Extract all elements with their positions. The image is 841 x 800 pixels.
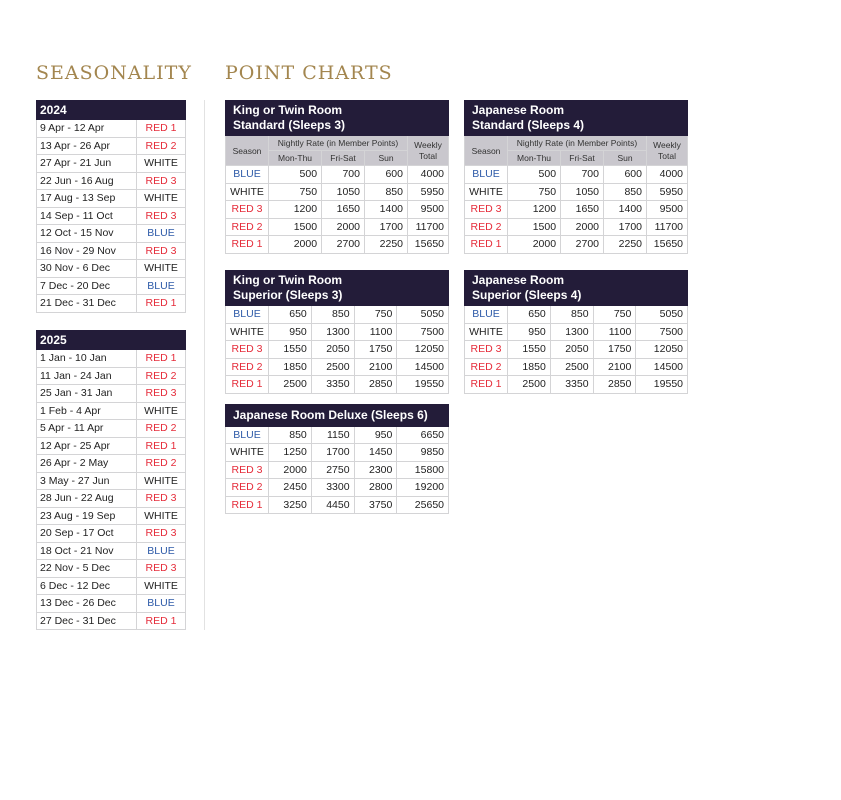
points-value: 2500 xyxy=(311,358,354,376)
table-row xyxy=(226,496,449,514)
table-row xyxy=(465,376,688,394)
point-chart-table xyxy=(464,100,688,254)
points-value: 14500 xyxy=(636,358,688,376)
table-row xyxy=(37,277,186,295)
points-value: 850 xyxy=(604,183,647,201)
season-label: RED 1 xyxy=(137,350,186,368)
points-value: 1850 xyxy=(508,358,551,376)
season-label: RED 3 xyxy=(137,385,186,403)
table-row xyxy=(465,201,688,219)
points-value: 2800 xyxy=(354,479,397,497)
fri-sat-header: Fri-Sat xyxy=(561,151,604,166)
points-value: 1750 xyxy=(593,341,636,359)
points-value: 2000 xyxy=(508,236,561,254)
table-row xyxy=(37,367,186,385)
points-value: 850 xyxy=(550,306,593,324)
date-range: 25 Jan - 31 Jan xyxy=(37,385,137,403)
date-range: 13 Dec - 26 Dec xyxy=(37,595,137,613)
points-value: 1150 xyxy=(311,426,354,444)
weekly-total-header: Weekly Total xyxy=(647,136,688,166)
date-range: 21 Dec - 31 Dec xyxy=(37,295,137,313)
season-label: RED 2 xyxy=(137,137,186,155)
room-title-line2: Standard (Sleeps 4) xyxy=(472,118,585,132)
room-title xyxy=(465,101,688,136)
year-header: 2025 xyxy=(37,331,186,350)
points-value: 1550 xyxy=(269,341,312,359)
points-value: 15650 xyxy=(408,236,449,254)
date-range: 11 Jan - 24 Jan xyxy=(37,367,137,385)
date-range: 27 Dec - 31 Dec xyxy=(37,612,137,630)
table-row xyxy=(37,242,186,260)
point-chart-table xyxy=(464,270,688,394)
season-label: RED 3 xyxy=(137,490,186,508)
points-value: 2050 xyxy=(311,341,354,359)
points-value: 4450 xyxy=(311,496,354,514)
points-value: 2500 xyxy=(508,376,551,394)
table-row xyxy=(37,507,186,525)
points-value: 2250 xyxy=(604,236,647,254)
room-title-line1: Japanese Room xyxy=(472,103,565,117)
points-value: 1100 xyxy=(593,323,636,341)
table-row xyxy=(226,236,449,254)
season-label: BLUE xyxy=(137,277,186,295)
points-value: 1700 xyxy=(604,218,647,236)
points-value: 2050 xyxy=(550,341,593,359)
points-value: 9500 xyxy=(408,201,449,219)
room-title-line2: Superior (Sleeps 4) xyxy=(472,288,582,302)
date-range: 26 Apr - 2 May xyxy=(37,455,137,473)
season-label: RED 2 xyxy=(226,479,269,497)
room-title xyxy=(226,405,449,427)
table-row xyxy=(37,350,186,368)
points-value: 3350 xyxy=(550,376,593,394)
room-title-line2: Standard (Sleeps 3) xyxy=(233,118,346,132)
room-title-line2: Superior (Sleeps 3) xyxy=(233,288,343,302)
sun-header: Sun xyxy=(604,151,647,166)
point-chart-table xyxy=(225,100,449,254)
table-row xyxy=(465,183,688,201)
table-row xyxy=(37,472,186,490)
season-label: RED 2 xyxy=(226,218,269,236)
date-range: 7 Dec - 20 Dec xyxy=(37,277,137,295)
table-row xyxy=(465,218,688,236)
date-range: 3 May - 27 Jun xyxy=(37,472,137,490)
table-row xyxy=(226,166,449,184)
season-label: WHITE xyxy=(465,183,508,201)
points-value: 2000 xyxy=(269,461,312,479)
table-row xyxy=(37,155,186,173)
season-label: WHITE xyxy=(137,190,186,208)
points-value: 850 xyxy=(365,183,408,201)
table-row xyxy=(37,137,186,155)
season-label: RED 1 xyxy=(465,236,508,254)
season-label: BLUE xyxy=(226,426,269,444)
points-value: 1750 xyxy=(354,341,397,359)
room-title-line1: King or Twin Room xyxy=(233,273,343,287)
date-range: 6 Dec - 12 Dec xyxy=(37,577,137,595)
season-label: RED 3 xyxy=(465,341,508,359)
season-label: WHITE xyxy=(137,402,186,420)
points-value: 3250 xyxy=(269,496,312,514)
table-row xyxy=(226,426,449,444)
date-range: 30 Nov - 6 Dec xyxy=(37,260,137,278)
season-column-header: Season xyxy=(465,136,508,166)
date-range: 17 Aug - 13 Sep xyxy=(37,190,137,208)
date-range: 12 Apr - 25 Apr xyxy=(37,437,137,455)
points-value: 2500 xyxy=(269,376,312,394)
table-row xyxy=(465,323,688,341)
points-value: 2700 xyxy=(322,236,365,254)
table-row xyxy=(37,525,186,543)
date-range: 22 Jun - 16 Aug xyxy=(37,172,137,190)
season-label: BLUE xyxy=(137,542,186,560)
points-value: 1850 xyxy=(269,358,312,376)
season-label: RED 1 xyxy=(137,612,186,630)
season-label: WHITE xyxy=(226,323,269,341)
points-value: 2450 xyxy=(269,479,312,497)
date-range: 23 Aug - 19 Sep xyxy=(37,507,137,525)
season-label: RED 2 xyxy=(226,358,269,376)
seasonality-heading: SEASONALITY xyxy=(36,62,192,84)
date-range: 1 Jan - 10 Jan xyxy=(37,350,137,368)
date-range: 5 Apr - 11 Apr xyxy=(37,420,137,438)
points-value: 2000 xyxy=(322,218,365,236)
season-label: RED 3 xyxy=(226,341,269,359)
points-value: 3750 xyxy=(354,496,397,514)
table-row xyxy=(226,201,449,219)
table-row xyxy=(37,595,186,613)
points-value: 750 xyxy=(593,306,636,324)
points-value: 1550 xyxy=(508,341,551,359)
table-row xyxy=(226,341,449,359)
table-row xyxy=(37,560,186,578)
point-chart-table xyxy=(225,404,449,514)
points-value: 9850 xyxy=(397,444,449,462)
table-row xyxy=(226,306,449,324)
mon-thu-header: Mon-Thu xyxy=(269,151,322,166)
points-value: 2850 xyxy=(354,376,397,394)
points-value: 11700 xyxy=(408,218,449,236)
date-range: 18 Oct - 21 Nov xyxy=(37,542,137,560)
season-label: RED 1 xyxy=(226,236,269,254)
table-row xyxy=(465,358,688,376)
seasonality-table-2024 xyxy=(36,100,186,313)
table-row xyxy=(465,341,688,359)
date-range: 27 Apr - 21 Jun xyxy=(37,155,137,173)
points-value: 650 xyxy=(269,306,312,324)
season-label: RED 1 xyxy=(226,376,269,394)
points-value: 19550 xyxy=(636,376,688,394)
room-title-line1: Japanese Room Deluxe (Sleeps 6) xyxy=(233,407,428,422)
points-value: 750 xyxy=(269,183,322,201)
points-value: 1500 xyxy=(269,218,322,236)
points-value: 7500 xyxy=(636,323,688,341)
points-value: 600 xyxy=(604,166,647,184)
table-row xyxy=(226,323,449,341)
points-value: 15800 xyxy=(397,461,449,479)
points-value: 950 xyxy=(269,323,312,341)
season-label: WHITE xyxy=(226,444,269,462)
nightly-rate-header: Nightly Rate (in Member Points) xyxy=(508,136,647,151)
point-charts-heading: POINT CHARTS xyxy=(225,62,393,84)
season-label: RED 2 xyxy=(137,420,186,438)
table-row xyxy=(37,612,186,630)
points-value: 1450 xyxy=(354,444,397,462)
season-label: RED 3 xyxy=(137,560,186,578)
points-value: 5950 xyxy=(408,183,449,201)
points-value: 1700 xyxy=(311,444,354,462)
season-label: RED 3 xyxy=(137,525,186,543)
season-label: WHITE xyxy=(137,472,186,490)
table-row xyxy=(37,490,186,508)
points-value: 650 xyxy=(508,306,551,324)
points-value: 9500 xyxy=(647,201,688,219)
table-row xyxy=(226,479,449,497)
date-range: 14 Sep - 11 Oct xyxy=(37,207,137,225)
points-value: 1650 xyxy=(322,201,365,219)
table-row xyxy=(226,376,449,394)
points-value: 1250 xyxy=(269,444,312,462)
table-row xyxy=(37,260,186,278)
date-range: 20 Sep - 17 Oct xyxy=(37,525,137,543)
table-row xyxy=(37,385,186,403)
points-value: 1650 xyxy=(561,201,604,219)
season-label: RED 1 xyxy=(137,120,186,138)
season-label: WHITE xyxy=(137,507,186,525)
season-label: RED 3 xyxy=(226,461,269,479)
room-title xyxy=(465,271,688,306)
points-value: 600 xyxy=(365,166,408,184)
points-value: 1200 xyxy=(269,201,322,219)
points-value: 2100 xyxy=(354,358,397,376)
table-row xyxy=(465,306,688,324)
points-value: 1300 xyxy=(550,323,593,341)
points-value: 1300 xyxy=(311,323,354,341)
room-title-line1: King or Twin Room xyxy=(233,103,343,117)
column-divider xyxy=(204,100,205,630)
date-range: 9 Apr - 12 Apr xyxy=(37,120,137,138)
points-value: 5950 xyxy=(647,183,688,201)
season-label: RED 2 xyxy=(465,218,508,236)
table-row xyxy=(226,183,449,201)
season-label: WHITE xyxy=(137,577,186,595)
points-value: 750 xyxy=(508,183,561,201)
season-label: BLUE xyxy=(137,225,186,243)
season-label: WHITE xyxy=(137,260,186,278)
season-label: RED 2 xyxy=(137,455,186,473)
season-column-header: Season xyxy=(226,136,269,166)
points-value: 1200 xyxy=(508,201,561,219)
points-value: 700 xyxy=(561,166,604,184)
points-value: 3350 xyxy=(311,376,354,394)
date-range: 1 Feb - 4 Apr xyxy=(37,402,137,420)
sun-header: Sun xyxy=(365,151,408,166)
points-value: 2750 xyxy=(311,461,354,479)
point-chart-table xyxy=(225,270,449,394)
season-label: BLUE xyxy=(226,166,269,184)
points-value: 5050 xyxy=(397,306,449,324)
table-row xyxy=(37,455,186,473)
points-value: 15650 xyxy=(647,236,688,254)
date-range: 22 Nov - 5 Dec xyxy=(37,560,137,578)
points-value: 2000 xyxy=(269,236,322,254)
season-label: RED 1 xyxy=(137,437,186,455)
points-value: 850 xyxy=(269,426,312,444)
table-row xyxy=(37,207,186,225)
points-value: 500 xyxy=(508,166,561,184)
date-range: 12 Oct - 15 Nov xyxy=(37,225,137,243)
points-value: 2500 xyxy=(550,358,593,376)
seasonality-table-2025 xyxy=(36,330,186,630)
fri-sat-header: Fri-Sat xyxy=(322,151,365,166)
date-range: 28 Jun - 22 Aug xyxy=(37,490,137,508)
points-value: 2300 xyxy=(354,461,397,479)
points-value: 1100 xyxy=(354,323,397,341)
table-row xyxy=(226,444,449,462)
points-value: 14500 xyxy=(397,358,449,376)
season-label: WHITE xyxy=(226,183,269,201)
points-value: 11700 xyxy=(647,218,688,236)
date-range: 16 Nov - 29 Nov xyxy=(37,242,137,260)
points-value: 1400 xyxy=(365,201,408,219)
table-row xyxy=(226,358,449,376)
room-title xyxy=(226,271,449,306)
points-value: 1050 xyxy=(322,183,365,201)
points-value: 12050 xyxy=(636,341,688,359)
points-value: 750 xyxy=(354,306,397,324)
points-value: 700 xyxy=(322,166,365,184)
season-label: RED 1 xyxy=(137,295,186,313)
season-label: RED 2 xyxy=(465,358,508,376)
table-row xyxy=(37,225,186,243)
points-value: 25650 xyxy=(397,496,449,514)
points-value: 1700 xyxy=(365,218,408,236)
table-row xyxy=(465,236,688,254)
table-row xyxy=(37,437,186,455)
mon-thu-header: Mon-Thu xyxy=(508,151,561,166)
points-value: 3300 xyxy=(311,479,354,497)
nightly-rate-header: Nightly Rate (in Member Points) xyxy=(269,136,408,151)
points-value: 950 xyxy=(354,426,397,444)
points-value: 4000 xyxy=(408,166,449,184)
season-label: RED 2 xyxy=(137,367,186,385)
table-row xyxy=(37,172,186,190)
table-row xyxy=(37,420,186,438)
points-value: 7500 xyxy=(397,323,449,341)
table-row xyxy=(37,402,186,420)
table-row xyxy=(37,120,186,138)
season-label: BLUE xyxy=(226,306,269,324)
season-label: WHITE xyxy=(465,323,508,341)
table-row xyxy=(465,166,688,184)
points-value: 500 xyxy=(269,166,322,184)
points-value: 19200 xyxy=(397,479,449,497)
season-label: RED 3 xyxy=(137,242,186,260)
points-value: 12050 xyxy=(397,341,449,359)
points-value: 2100 xyxy=(593,358,636,376)
table-row xyxy=(37,295,186,313)
points-value: 2850 xyxy=(593,376,636,394)
table-row xyxy=(37,542,186,560)
table-row xyxy=(37,190,186,208)
points-value: 2000 xyxy=(561,218,604,236)
points-value: 5050 xyxy=(636,306,688,324)
weekly-total-header: Weekly Total xyxy=(408,136,449,166)
points-value: 850 xyxy=(311,306,354,324)
year-header: 2024 xyxy=(37,101,186,120)
season-label: RED 3 xyxy=(137,207,186,225)
points-value: 19550 xyxy=(397,376,449,394)
table-row xyxy=(226,218,449,236)
points-value: 2700 xyxy=(561,236,604,254)
points-value: 1500 xyxy=(508,218,561,236)
points-value: 2250 xyxy=(365,236,408,254)
points-value: 1400 xyxy=(604,201,647,219)
season-label: RED 3 xyxy=(226,201,269,219)
points-value: 950 xyxy=(508,323,551,341)
room-title xyxy=(226,101,449,136)
date-range: 13 Apr - 26 Apr xyxy=(37,137,137,155)
season-label: RED 1 xyxy=(465,376,508,394)
points-value: 4000 xyxy=(647,166,688,184)
season-label: BLUE xyxy=(137,595,186,613)
season-label: WHITE xyxy=(137,155,186,173)
room-title-line1: Japanese Room xyxy=(472,273,565,287)
points-value: 6650 xyxy=(397,426,449,444)
table-row xyxy=(37,577,186,595)
season-label: RED 3 xyxy=(465,201,508,219)
season-label: RED 3 xyxy=(137,172,186,190)
table-row xyxy=(226,461,449,479)
points-value: 1050 xyxy=(561,183,604,201)
season-label: BLUE xyxy=(465,166,508,184)
season-label: BLUE xyxy=(465,306,508,324)
season-label: RED 1 xyxy=(226,496,269,514)
